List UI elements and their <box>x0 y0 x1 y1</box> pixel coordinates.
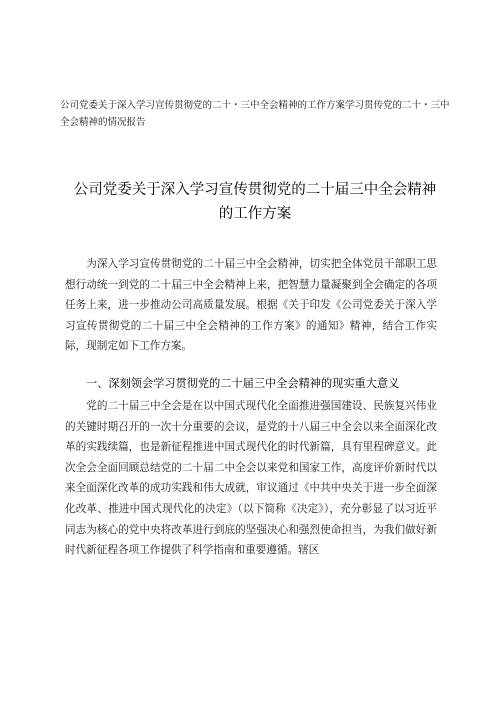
document-header-title: 公司党委关于深入学习宣传贯彻党的二十・三中全会精神的工作方案学习贯传党的二十・三中全会精神的情况报告 <box>60 100 450 128</box>
section-1-paragraph: 党的二十届三中全会是在以中国式现代化全面推进强国建设、民族复兴伟业的关键时期召开的一次十分重要的会议，是党的十八届三中全会以来全面深化改革的实践续篇，也是新征程推进中国式现代化的时代新篇，具有里程碑意义。此次全会全面回顾总结党的二十届二中全会以来党和国家工作，高度评价新时代以来全面深化改革的成功实践和伟大成就，审议通过《中共中央关于进一步全面深化改革、推进中国式现代化的决定》（以下简称《决定》），充分彰显了以习近平同志为核心的党中央将改革进行到底的坚强决心和强烈使命担当，为我们做好新时代新征程各项工作提供了科学指南和重要遵循。辖区 <box>65 400 437 557</box>
intro-paragraph: 为深入学习宣传贯彻党的二十届三中全会精神，切实把全体党员干部职工思想行动统一到党的二十届三中全会精神上来，把智慧力量凝聚到全会确定的各项任务上来，进一步推动公司高质量发展。根据《关于印发《公司党委关于深入学习宣传贯彻党的二十届三中全会精神的工作方案》的通知》精神，结合工作实际，现制定如下工作方案。 <box>65 258 437 353</box>
document-main-title: 公司党委关于深入学习宣传贯彻党的二十届三中全会精神的工作方案 <box>73 182 437 222</box>
section-1-heading: 一、深刻领会学习贯彻党的二十届三中全会精神的现实重大意义 <box>86 377 400 390</box>
